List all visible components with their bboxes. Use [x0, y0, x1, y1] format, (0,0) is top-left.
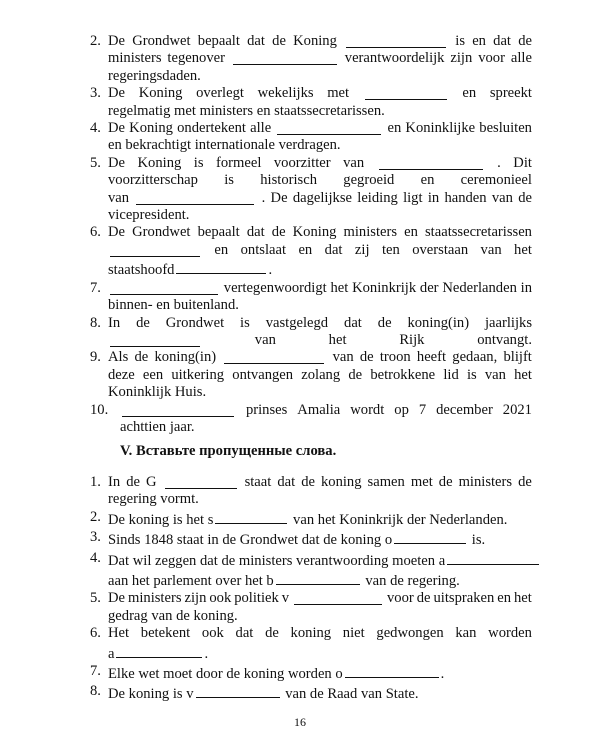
item-line: [108, 297, 532, 314]
item-line: [108, 367, 532, 384]
word: het: [514, 366, 532, 383]
word: dat: [277, 474, 296, 490]
word: is: [193, 154, 204, 171]
exercise-list-part-b: [90, 474, 532, 704]
answer-blank[interactable]: [233, 50, 337, 65]
text-fragment: Koninklijk Huis.: [108, 384, 207, 401]
exercise-item: [90, 224, 532, 279]
word: en: [472, 33, 486, 49]
word: historisch: [260, 172, 317, 189]
exercise-item: [90, 349, 532, 401]
word: ligt: [403, 189, 423, 206]
word: De: [108, 33, 126, 49]
word: der: [419, 279, 439, 296]
word: zijn: [450, 50, 473, 67]
word: van: [254, 331, 276, 348]
word: Amalia: [297, 401, 341, 418]
item-number: 7.: [90, 279, 101, 296]
item-line: [108, 50, 532, 67]
item-number: 5.: [90, 590, 101, 607]
word: overstaan: [412, 241, 469, 258]
word: .: [497, 154, 501, 171]
word: ministers: [343, 224, 398, 241]
word: v: [281, 590, 290, 607]
word: Grondwet: [165, 314, 225, 331]
word: lid: [443, 366, 459, 383]
word: spreekt: [489, 85, 532, 102]
item-line: [108, 550, 532, 570]
item-line: [108, 683, 532, 703]
item-line: [108, 315, 532, 332]
exercise-item: [90, 663, 532, 683]
word: ontvangen: [232, 366, 294, 383]
item-line: [108, 474, 532, 491]
answer-blank[interactable]: [365, 85, 447, 100]
word: het: [328, 331, 347, 348]
word: de: [377, 314, 392, 331]
answer-blank[interactable]: [165, 474, 237, 489]
item-number: 4.: [90, 120, 101, 137]
word: het: [330, 279, 349, 296]
word: van: [480, 241, 502, 258]
word: en: [420, 172, 435, 189]
exercise-item: [90, 120, 532, 155]
text-fragment: binnen- en buitenland.: [108, 297, 239, 314]
item-line: [108, 643, 532, 663]
word: is: [240, 314, 250, 331]
item-line: [108, 242, 532, 259]
word: troon: [379, 349, 411, 366]
word: de: [518, 33, 532, 49]
word: politiek: [234, 590, 279, 607]
word: gedwongen: [376, 625, 444, 642]
word: dat: [344, 314, 362, 331]
word: zijn: [184, 590, 207, 607]
word: voor: [387, 590, 414, 607]
text-fragment: .: [204, 645, 209, 662]
word: uitkering: [171, 366, 225, 383]
item-number: 8.: [90, 314, 101, 331]
item-line: [108, 491, 532, 508]
text-fragment: staatshoofd: [108, 262, 175, 279]
word: Grondwet: [132, 224, 191, 241]
word: leiding: [357, 189, 398, 206]
exercise-item: [90, 280, 532, 315]
answer-blank[interactable]: [379, 155, 483, 170]
text-fragment: De koning is het s: [108, 511, 214, 528]
word: ook: [209, 590, 232, 607]
word: en: [298, 241, 313, 258]
word: De: [108, 120, 126, 137]
answer-blank[interactable]: [294, 590, 382, 605]
word: betekent: [140, 625, 191, 642]
page-number: 16: [294, 715, 306, 729]
word: .: [261, 189, 266, 206]
item-line: [108, 280, 532, 297]
word: is: [224, 172, 234, 189]
exercise-item: [90, 85, 532, 120]
text-fragment: van de Raad van State.: [281, 686, 419, 703]
word: de: [136, 314, 150, 331]
exercise-list-part-a: [90, 33, 532, 436]
word: op: [394, 401, 409, 418]
word: het: [514, 241, 532, 258]
word: in: [427, 189, 440, 206]
exercise-item: [90, 529, 532, 549]
item-line: [108, 224, 532, 241]
text-fragment: Elke wet moet door de koning worden o: [108, 666, 343, 683]
word: Koning: [138, 85, 183, 102]
word: wekelijks: [257, 85, 314, 102]
word: bepaalt: [197, 33, 240, 49]
word: Het: [108, 625, 130, 642]
word: tegenover: [167, 50, 225, 67]
word: dat: [247, 33, 265, 49]
item-line: [108, 590, 532, 607]
word: formeel: [216, 154, 262, 171]
word: vertegenwoordigt: [223, 279, 327, 296]
item-line: [108, 608, 532, 625]
word: en: [214, 241, 229, 258]
word: koning(in): [154, 349, 217, 366]
answer-blank[interactable]: [224, 349, 324, 364]
word: kan: [455, 625, 477, 642]
word: G: [145, 474, 157, 490]
text-fragment: aan het parlement over het b: [108, 573, 274, 590]
answer-blank[interactable]: [277, 120, 381, 135]
word: met: [410, 474, 433, 490]
item-line: [108, 570, 532, 590]
word: de: [265, 625, 279, 642]
word: besluiten: [479, 120, 532, 137]
text-fragment: Sinds 1848 staat in de Grondwet dat de koning o: [108, 532, 393, 549]
word: Koninklijke: [405, 120, 476, 137]
word: de: [518, 474, 532, 490]
word: ministers: [108, 50, 162, 67]
word: van: [332, 349, 354, 366]
word: de: [126, 474, 140, 490]
item-line: [108, 259, 532, 279]
word: de: [134, 349, 149, 366]
word: prinses: [245, 401, 288, 418]
text-fragment: .: [268, 262, 273, 279]
word: dat: [324, 241, 343, 258]
word: In: [108, 474, 121, 490]
item-number: 1.: [90, 474, 101, 490]
item-number: 7.: [90, 663, 101, 680]
word: vastgelegd: [265, 314, 329, 331]
item-line: [108, 33, 532, 50]
word: Als: [108, 349, 129, 366]
word: jaarlijks: [484, 314, 532, 331]
word: koning(in): [407, 314, 470, 331]
text-fragment: van het Koninkrijk der Nederlanden.: [289, 511, 508, 528]
word: de: [301, 474, 315, 490]
word: van: [343, 154, 365, 171]
item-line: [108, 155, 532, 172]
item-line: [120, 402, 532, 419]
item-line: [108, 349, 532, 366]
item-number: 5.: [90, 154, 101, 171]
word: Koninkrijk: [352, 279, 417, 296]
word: ministers: [128, 590, 182, 607]
word: dat: [246, 224, 265, 241]
word: koning: [320, 474, 362, 490]
item-line: [108, 120, 532, 137]
word: zolang: [301, 366, 341, 383]
word: ministers: [458, 474, 513, 490]
answer-blank[interactable]: [394, 529, 466, 544]
answer-blank[interactable]: [176, 259, 266, 274]
word: Koning: [293, 33, 337, 49]
word: de: [271, 224, 286, 241]
word: dagelijkse: [292, 189, 352, 206]
word: dat: [235, 625, 254, 642]
word: de: [438, 474, 453, 490]
word: met: [327, 85, 350, 102]
word: dat: [493, 33, 511, 49]
text-fragment: is.: [468, 532, 486, 549]
section-title: V. Вставьте пропущенные слова.: [120, 443, 337, 459]
answer-blank[interactable]: [345, 663, 439, 678]
exercise-item: [90, 33, 532, 85]
word: gedaan,: [452, 349, 498, 366]
word: de: [348, 366, 363, 383]
word: samen: [367, 474, 405, 490]
word: het: [514, 590, 532, 607]
exercise-item: [90, 509, 532, 529]
exercise-item: [90, 590, 532, 625]
word: bepaalt: [197, 224, 240, 241]
exercise-item: [90, 315, 532, 350]
word: worden: [488, 625, 532, 642]
word: staat: [244, 474, 272, 490]
exercise-item: [90, 550, 532, 591]
word: De: [108, 590, 126, 607]
exercise-item: [90, 474, 532, 509]
word: overlegt: [196, 85, 244, 102]
item-line: [108, 190, 532, 207]
word: en: [497, 590, 512, 607]
exercise-item: [90, 683, 532, 703]
word: 7: [418, 401, 427, 418]
text-fragment: regering vormt.: [108, 491, 199, 508]
item-number: 4.: [90, 549, 101, 566]
word: voor: [478, 50, 505, 67]
word: Nederlanden: [442, 279, 517, 296]
answer-blank[interactable]: [110, 242, 200, 257]
item-number: 3.: [90, 85, 101, 102]
word: van: [491, 189, 513, 206]
text-fragment: De koning is v: [108, 686, 194, 703]
word: ook: [201, 625, 224, 642]
item-line: [108, 384, 532, 401]
word: alle: [250, 120, 272, 137]
answer-blank[interactable]: [276, 570, 360, 585]
text-fragment: a: [108, 645, 115, 662]
item-line: [108, 663, 532, 683]
answer-blank[interactable]: [110, 332, 200, 347]
text-fragment: regeringsdaden.: [108, 67, 201, 84]
word: staatssecretarissen: [425, 224, 532, 241]
exercise-item: [90, 402, 532, 437]
word: Koning: [137, 154, 182, 171]
word: niet: [342, 625, 365, 642]
item-line: [108, 207, 532, 224]
text-fragment: vicepresident.: [108, 207, 190, 224]
item-number: 6.: [90, 224, 101, 241]
word: december: [436, 401, 493, 418]
word: koning: [290, 625, 332, 642]
word: deze: [108, 366, 135, 383]
word: en: [387, 120, 402, 137]
item-number: 2.: [90, 508, 101, 525]
item-number: 10.: [90, 401, 109, 418]
word: Rijk: [399, 331, 425, 348]
word: betrokkene: [370, 366, 436, 383]
item-line: [108, 137, 532, 154]
word: voorzitter: [273, 154, 331, 171]
item-number: 2.: [90, 33, 101, 49]
item-line: [108, 509, 532, 529]
answer-blank[interactable]: [110, 280, 218, 295]
answer-blank[interactable]: [122, 402, 234, 417]
word: ondertekent: [177, 120, 246, 137]
answer-blank[interactable]: [346, 33, 446, 48]
text-fragment: regelmatig met ministers en staatssecretarissen.: [108, 102, 385, 119]
word: ontvangt.: [477, 331, 532, 348]
text-fragment: gedrag van de koning.: [108, 607, 238, 624]
exercise-item: [90, 625, 532, 663]
word: zij: [354, 241, 370, 258]
item-number: 3.: [90, 529, 101, 546]
item-number: 8.: [90, 683, 101, 700]
word: een: [142, 366, 164, 383]
word: alle: [510, 50, 532, 67]
word: ontslaat: [240, 241, 287, 258]
item-line: [108, 172, 532, 189]
word: De: [270, 189, 288, 206]
answer-blank[interactable]: [447, 550, 539, 565]
word: Grondwet: [132, 33, 191, 49]
word: Koning: [129, 120, 173, 137]
item-line: [108, 332, 532, 349]
word: en: [404, 224, 418, 241]
text-fragment: achttien jaar.: [120, 418, 195, 435]
item-number: 9.: [90, 349, 101, 366]
item-number: 6.: [90, 625, 101, 642]
word: In: [108, 314, 121, 331]
answer-blank[interactable]: [136, 190, 254, 205]
word: de: [359, 349, 374, 366]
word: De: [108, 224, 126, 241]
exercise-item: [90, 155, 532, 225]
item-line: [108, 103, 532, 120]
answer-blank[interactable]: [196, 683, 280, 698]
word: en: [462, 85, 477, 102]
word: 2021: [502, 401, 532, 418]
text-fragment: en bekrachtigt internationale verdragen.: [108, 137, 341, 154]
word: Koning: [292, 224, 337, 241]
word: in: [520, 279, 532, 296]
word: de: [272, 33, 286, 49]
word: ceremonieel: [460, 172, 532, 189]
word: voorzitterschap: [108, 172, 198, 189]
word: De: [108, 154, 126, 171]
item-line: [108, 625, 532, 642]
word: gegroeid: [343, 172, 395, 189]
word: van: [108, 189, 130, 206]
item-line: [108, 68, 532, 85]
text-fragment: van de regering.: [361, 573, 460, 590]
item-line: [108, 85, 532, 102]
word: wordt: [350, 401, 385, 418]
word: uitspraken: [433, 590, 495, 607]
word: van: [484, 366, 506, 383]
word: verantwoordelijk: [344, 50, 445, 67]
word: blijft: [503, 349, 532, 366]
item-line: [120, 419, 532, 436]
word: is: [466, 366, 477, 383]
item-line: [108, 529, 532, 549]
word: de: [416, 590, 431, 607]
word: Dit: [513, 154, 532, 171]
word: De: [108, 85, 126, 102]
word: de: [518, 189, 532, 206]
text-fragment: .: [440, 666, 445, 683]
text-fragment: Dat wil zeggen dat de ministers verantwoording moeten a: [108, 552, 446, 569]
word: handen: [444, 189, 487, 206]
word: ten: [381, 241, 400, 258]
word: heeft: [416, 349, 447, 366]
word: is: [455, 33, 465, 49]
answer-blank[interactable]: [116, 643, 202, 658]
answer-blank[interactable]: [215, 509, 287, 524]
